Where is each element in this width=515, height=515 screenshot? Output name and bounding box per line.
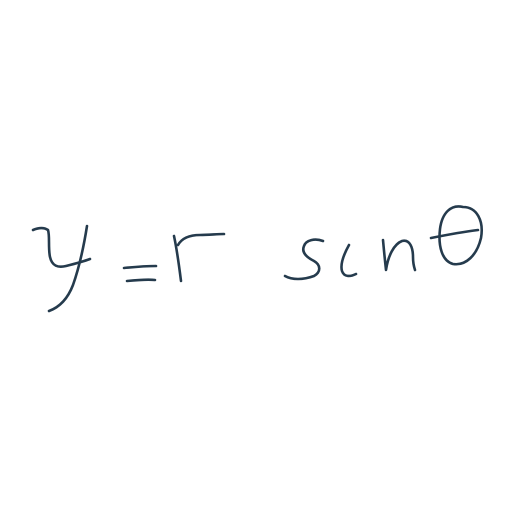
ink-strokes <box>33 206 482 311</box>
stroke-theta-bar <box>431 230 478 238</box>
stroke-r-arm <box>178 234 224 245</box>
stroke-n <box>383 240 415 270</box>
stroke-s <box>285 240 323 279</box>
stroke-i <box>341 245 356 276</box>
stroke-y-tail <box>49 226 87 311</box>
stroke-y-top <box>33 228 90 267</box>
stroke-equals-top <box>124 266 156 268</box>
stroke-equals-bottom <box>127 280 155 281</box>
